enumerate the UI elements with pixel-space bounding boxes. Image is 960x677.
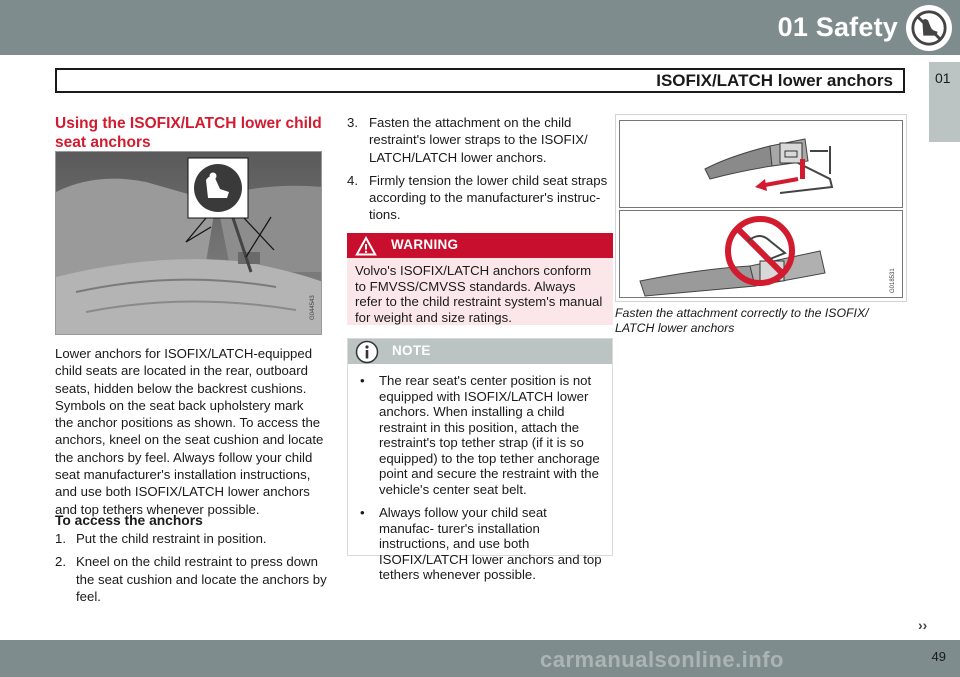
list-item bbox=[55, 530, 327, 547]
page-number: 49 bbox=[931, 649, 946, 664]
warning-triangle-icon bbox=[355, 236, 377, 256]
rear-seat-anchor-illustration bbox=[55, 151, 322, 335]
step-text: Fasten the attachment on the child restraint's lower straps to the ISOFIX/ LATCH/LATCH lower anchors. bbox=[369, 115, 588, 165]
section-title-box bbox=[55, 68, 905, 93]
step-text: Firmly tension the lower child seat straps according to the manufacturer's instruc- tions. bbox=[369, 172, 608, 223]
list-item bbox=[347, 172, 613, 224]
note-item-text: The rear seat's center position is not equipped with ISOFIX/LATCH lower anchors. When installing a child restraint in this position, attach the restraint's top tether strap (if it is so equipped) to the top tether anchorage point and secure the restraint with the vehicle's center seat belt. bbox=[379, 373, 600, 497]
chapter-title: 01 Safety bbox=[777, 12, 898, 42]
list-item bbox=[55, 553, 327, 605]
warning-header bbox=[347, 233, 613, 258]
chapter-side-tab[interactable] bbox=[929, 62, 960, 142]
footer-bar bbox=[0, 640, 960, 677]
step-text: Kneel on the child restraint to press down the seat cushion and locate the anchors by feel. bbox=[76, 554, 327, 604]
figure-code-g044543: G044543 bbox=[310, 295, 316, 320]
note-list bbox=[348, 364, 612, 583]
step-number: 3. bbox=[347, 115, 358, 130]
warning-title: WARNING bbox=[391, 237, 459, 252]
step-number: 2. bbox=[55, 554, 66, 570]
next-page-arrows[interactable]: ›› bbox=[918, 617, 928, 633]
info-circle-icon bbox=[355, 340, 379, 364]
note-header bbox=[348, 339, 612, 364]
list-item bbox=[356, 373, 604, 497]
note-box bbox=[347, 338, 613, 582]
fasten-steps-list bbox=[347, 114, 613, 230]
figure-caption: Fasten the attachment correctly to the ISOFIX/ LATCH lower anchors bbox=[615, 306, 869, 335]
anchors-heading: Using the ISOFIX/LATCH lower child seat anchors bbox=[55, 115, 322, 151]
anchors-body-text: Lower anchors for ISOFIX/LATCH-equipped child seats are located in the rear, outboard seats, hidden below the backrest cushions. Symbols on the seat back upholstery mark the anchor positions as shown. To access the anchors, kneel on the seat cushion and locate the anchors by feel. Always follow your child seat manufacturer's installation instructions, and use both ISOFIX/LATCH lower anchors and top tethers whenever possible. bbox=[55, 346, 324, 517]
correct-attachment-panel bbox=[619, 120, 903, 208]
warning-text: Volvo's ISOFIX/LATCH anchors conform to FMVSS/CMVSS standards. Always refer to the child restraint system's manual for weight and size ratings. bbox=[355, 263, 603, 325]
side-tab-label: 01 bbox=[935, 70, 951, 86]
access-anchors-subheading: To access the anchors bbox=[55, 513, 203, 528]
watermark: carmanualsonline.info bbox=[540, 647, 784, 672]
incorrect-attachment-panel bbox=[619, 210, 903, 298]
step-number: 1. bbox=[55, 531, 66, 546]
warning-box bbox=[347, 233, 613, 325]
bullet: • bbox=[360, 373, 365, 388]
list-item bbox=[347, 114, 613, 166]
note-item-text: Always follow your child seat manufac- turer's installation instructions, and use both ISOFIX/LATCH lower anchors and top tethers whenever possible. bbox=[379, 505, 602, 582]
access-steps-list bbox=[55, 530, 327, 611]
note-title: NOTE bbox=[392, 343, 431, 358]
figure-code-g018531: G018531 bbox=[890, 268, 896, 293]
section-title: ISOFIX/LATCH lower anchors bbox=[656, 71, 893, 90]
bullet: • bbox=[360, 505, 365, 520]
anchor-attachment-figure bbox=[615, 114, 907, 302]
list-item bbox=[356, 505, 604, 583]
step-number: 4. bbox=[347, 172, 358, 188]
child-seat-prohibited-icon bbox=[906, 5, 952, 51]
step-text: Put the child restraint in position. bbox=[76, 531, 267, 546]
